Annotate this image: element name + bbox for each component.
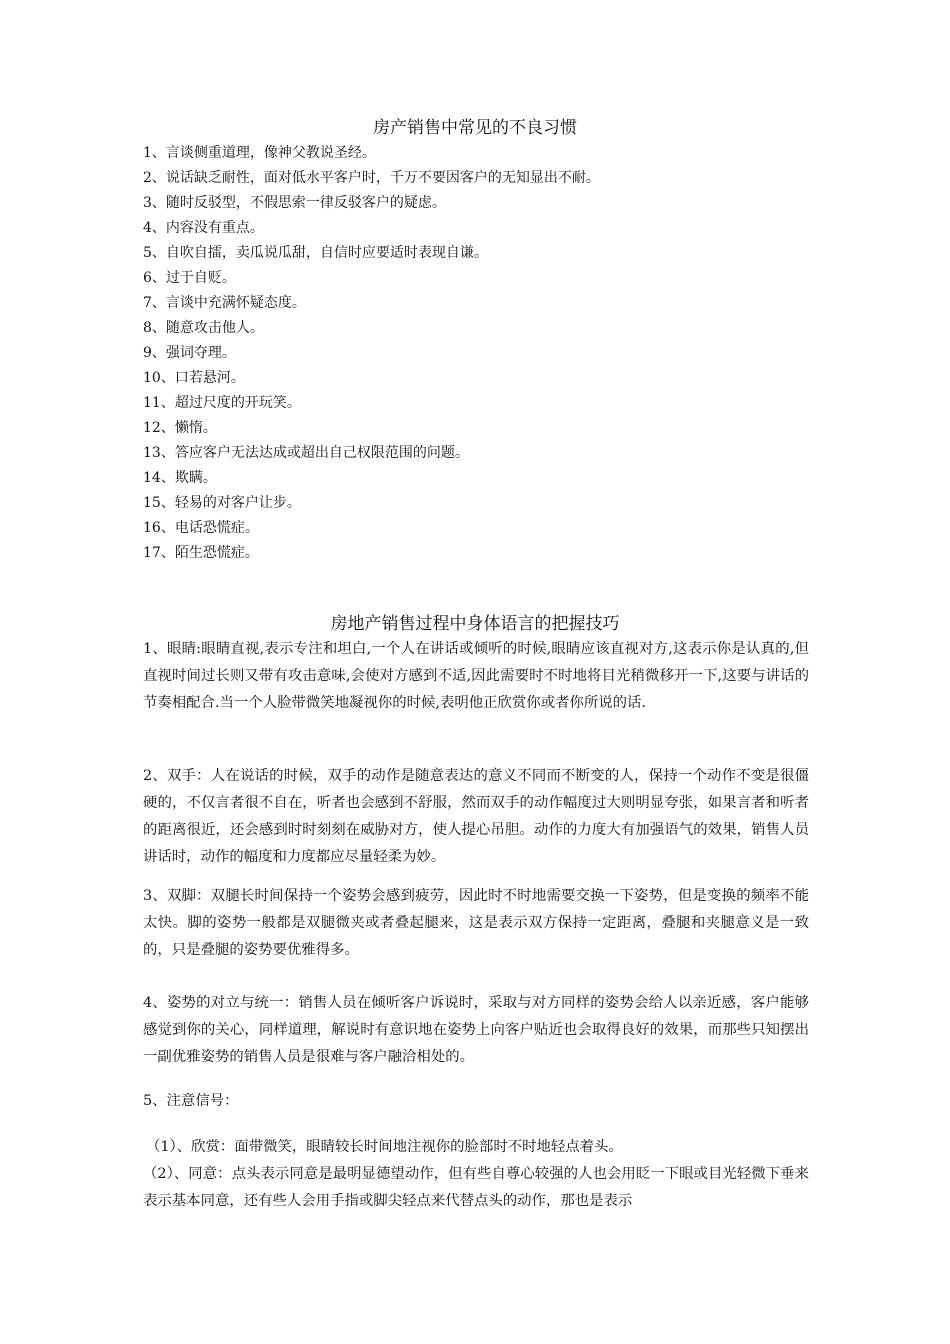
paragraph-feet: 3、双脚：双腿长时间保持一个姿势会感到疲劳，因此时不时地需要交换一下姿势，但是变换的频率不能太快。脚的姿势一般都是双腿微夹或者叠起腿来，这是表示双方保持一定距离，叠腿和夹腿意义是一致的，只是叠腿的姿势要优雅得多。 (143, 888, 809, 958)
list-item: 11、超过尺度的开玩笑。 (143, 395, 301, 411)
section1-title: 房产销售中常见的不良习惯 (373, 118, 577, 138)
list-item: 9、强词夺理。 (143, 345, 236, 361)
list-item: 1、言谈侧重道理，像神父教说圣经。 (143, 145, 376, 161)
list-item: 6、过于自贬。 (143, 270, 236, 286)
list-item: 17、陌生恐慌症。 (143, 545, 259, 561)
list-item: 13、答应客户无法达成或超出自己权限范围的问题。 (143, 445, 469, 461)
list-item: 2、说话缺乏耐性，面对低水平客户时，千万不要因客户的无知显出不耐。 (143, 170, 600, 186)
paragraph-signal-appreciation: （1）、欣赏：面带微笑，眼睛较长时间地注视你的脸部时不时地轻点着头。 (146, 1139, 623, 1155)
list-item: 12、懒惰。 (143, 420, 217, 436)
list-item: 7、言谈中充满怀疑态度。 (143, 295, 306, 311)
paragraph-signal-agreement: （2）、同意：点头表示同意是最明显德望动作，但有些自尊心较强的人也会用眨一下眼或目光轻微下垂来表示基本同意，还有些人会用手指或脚尖轻点来代替点头的动作，那也是表示 (143, 1166, 809, 1209)
list-item: 15、轻易的对客户让步。 (143, 495, 301, 511)
list-item: 14、欺瞒。 (143, 470, 217, 486)
paragraph-eyes: 1、眼睛:眼睛直视,表示专注和坦白,一个人在讲话或倾听的时候,眼睛应该直视对方,这表示你是认真的,但直视时间过长则又带有攻击意味,会使对方感到不适,因此需要时不时地将目光稍微移开一下,这要与讲话的节奏相配合.当一个人脸带微笑地凝视你的时候,表明他正欣赏你或者你所说的话. (143, 641, 809, 711)
list-item: 16、电话恐慌症。 (143, 520, 259, 536)
list-item: 3、随时反驳型，不假思索一律反驳客户的疑虑。 (143, 195, 446, 211)
list-item: 8、随意攻击他人。 (143, 320, 264, 336)
paragraph-posture: 4、姿势的对立与统一：销售人员在倾听客户诉说时，采取与对方同样的姿势会给人以亲近感，客户能够感觉到你的关心，同样道理，解说时有意识地在姿势上向客户贴近也会取得良好的效果，而那些只知摆出一副优雅姿势的销售人员是很难与客户融洽相处的。 (143, 995, 809, 1065)
list-item: 5、自吹自擂，卖瓜说瓜甜，自信时应要适时表现自谦。 (143, 245, 488, 261)
bad-habits-list (143, 141, 823, 566)
list-item: 4、内容没有重点。 (143, 220, 264, 236)
paragraph-hands: 2、双手：人在说话的时候，双手的动作是随意表达的意义不同而不断变的人，保持一个动作不变是很僵硬的，不仅言者很不自在，听者也会感到不舒服，然而双手的动作幅度过大则明显夸张，如果言者和听者的距离很近，还会感到时时刻刻在威胁对方，使人提心吊胆。动作的力度大有加强语气的效果，销售人员讲话时，动作的幅度和力度都应尽量轻柔为妙。 (143, 768, 809, 865)
list-item: 10、口若悬河。 (143, 370, 245, 386)
paragraph-signals-heading: 5、注意信号： (143, 1093, 239, 1109)
section2-title: 房地产销售过程中身体语言的把握技巧 (330, 614, 620, 634)
